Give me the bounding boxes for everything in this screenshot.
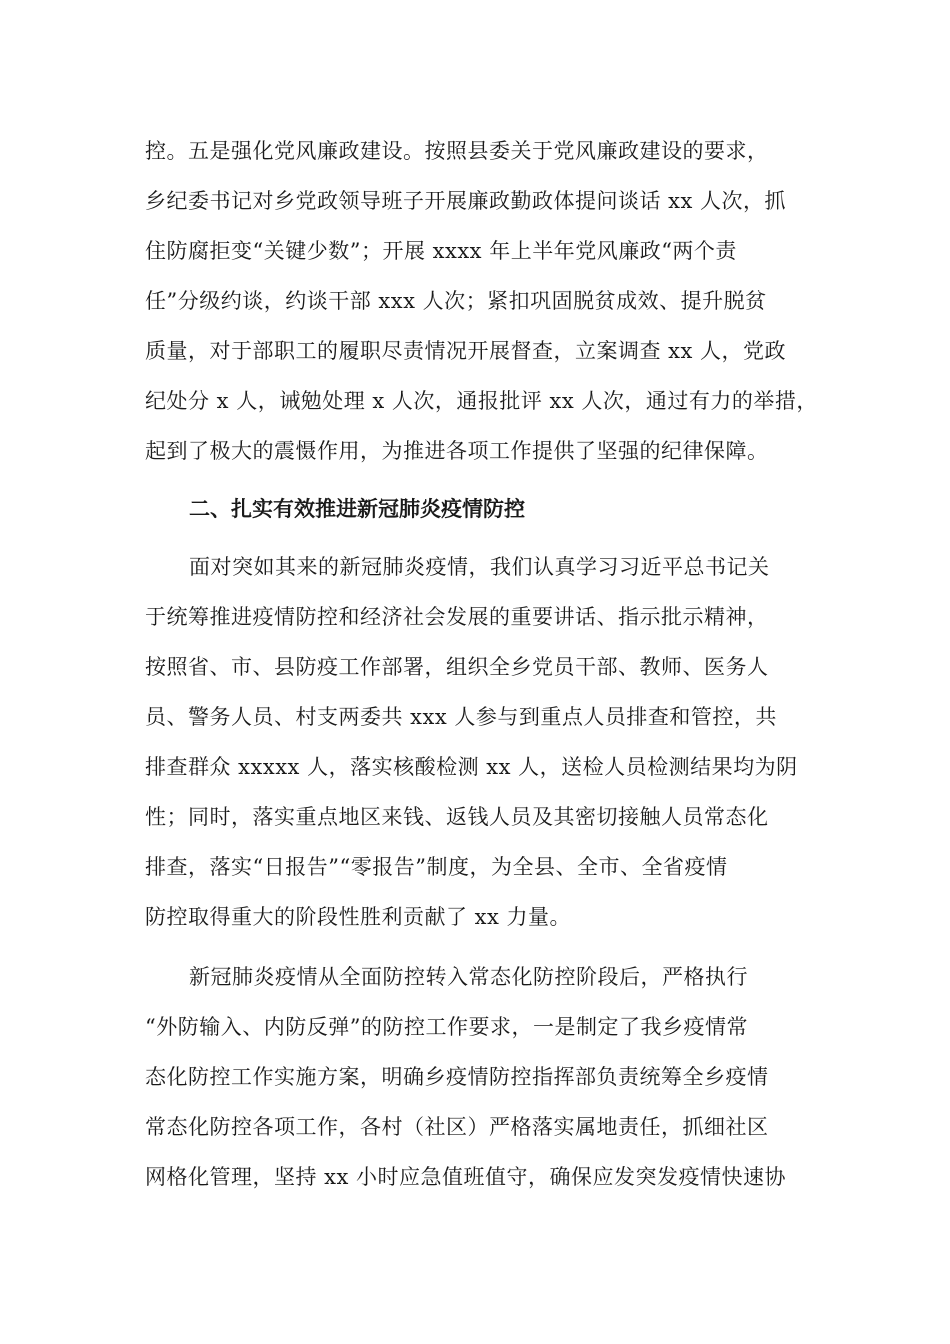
text-line: 纪处分 x 人，诫勉处理 x 人次，通报批评 xx 人次，通过有力的举措， bbox=[145, 389, 818, 413]
text-line: 员、警务人员、村支两委共 xxx 人参与到重点人员排查和管控，共 bbox=[145, 705, 777, 729]
text-line: 按照省、市、县防疫工作部署，组织全乡党员干部、教师、医务人 bbox=[145, 655, 769, 679]
text-line: 于统筹推进疫情防控和经济社会发展的重要讲话、指示批示精神， bbox=[145, 605, 769, 629]
text-line: 起到了极大的震慑作用，为推进各项工作提供了坚强的纪律保障。 bbox=[145, 439, 769, 463]
document-page bbox=[145, 126, 818, 1202]
text-line: 住防腐拒变“关键少数”；开展 xxxx 年上半年党风廉政“两个责 bbox=[145, 239, 737, 263]
text-line: “外防输入、内防反弹”的防控工作要求，一是制定了我乡疫情常 bbox=[145, 1015, 748, 1039]
paragraph-epidemic-response bbox=[145, 542, 805, 942]
text-line: 控。五是强化党风廉政建设。按照县委关于党风廉政建设的要求， bbox=[145, 139, 769, 163]
paragraph-gap bbox=[145, 942, 805, 952]
text-line: 排查群众 xxxxx 人，落实核酸检测 xx 人，送检人员检测结果均为阴 bbox=[145, 755, 798, 779]
text-line: 防控取得重大的阶段性胜利贡献了 xx 力量。 bbox=[145, 905, 572, 929]
text-line: 常态化防控各项工作，各村（社区）严格落实属地责任，抓细社区 bbox=[145, 1115, 769, 1139]
section-heading: 二、扎实有效推进新冠肺炎疫情防控 bbox=[189, 497, 525, 521]
text-line: 排查，落实“日报告”“零报告”制度，为全县、全市、全省疫情 bbox=[145, 855, 728, 879]
text-line: 性；同时，落实重点地区来钱、返钱人员及其密切接触人员常态化 bbox=[145, 805, 769, 829]
text-line: 任”分级约谈，约谈干部 xxx 人次；紧扣巩固脱贫成效、提升脱贫 bbox=[145, 289, 767, 313]
paragraph-normalized-control bbox=[145, 952, 805, 1202]
text-line: 新冠肺炎疫情从全面防控转入常态化防控阶段后，严格执行 bbox=[189, 965, 748, 989]
text-line: 态化防控工作实施方案，明确乡疫情防控指挥部负责统筹全乡疫情 bbox=[145, 1065, 769, 1089]
text-line: 质量，对于部职工的履职尽责情况开展督查，立案调查 xx 人，党政 bbox=[145, 339, 787, 363]
text-line: 乡纪委书记对乡党政领导班子开展廉政勤政体提问谈话 xx 人次，抓 bbox=[145, 189, 787, 213]
text-line: 网格化管理，坚持 xx 小时应急值班值守，确保应发突发疫情快速协 bbox=[145, 1165, 787, 1189]
paragraph-party-conduct bbox=[145, 126, 818, 476]
text-line: 面对突如其来的新冠肺炎疫情，我们认真学习习近平总书记关 bbox=[189, 555, 770, 579]
